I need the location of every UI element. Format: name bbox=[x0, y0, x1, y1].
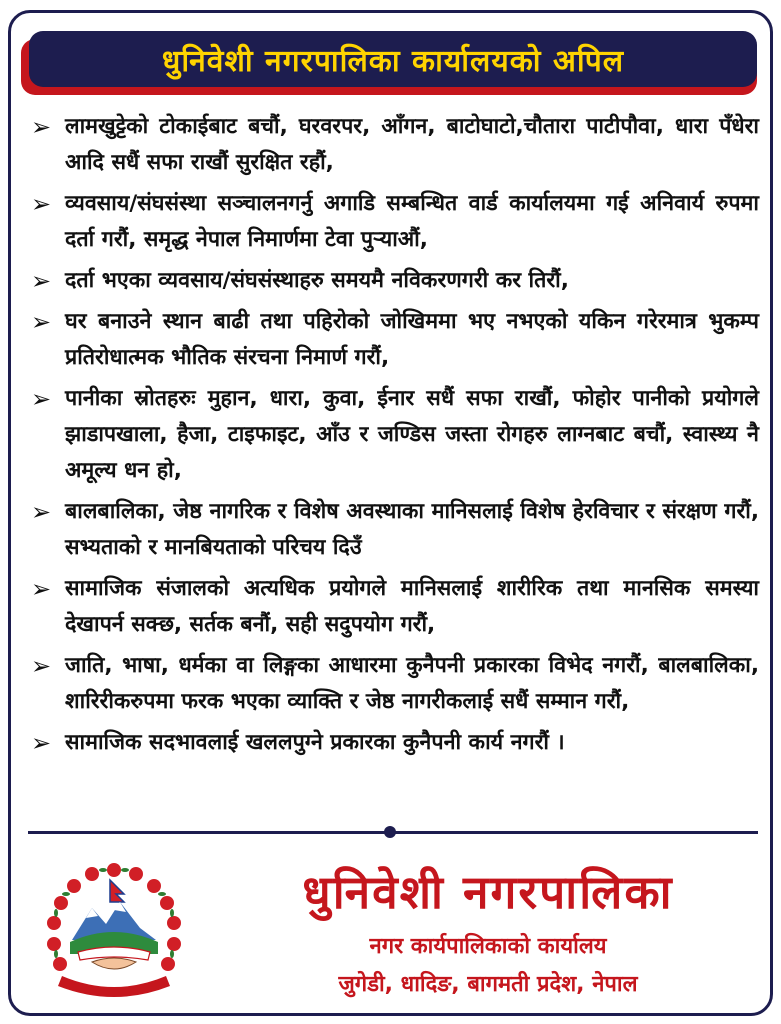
arrow-bullet-icon: ➢ bbox=[31, 190, 52, 218]
appeal-item-text: दर्ता भएका व्यवसाय/संघसंस्थाहरु समयमै नविकरणगरी कर तिरौं, bbox=[65, 268, 569, 293]
appeal-item-text: बालबालिका, जेष्ठ नागरिक र विशेष अवस्थाका मानिसलाई विशेष हेरविचार र संरक्षण गरौं, सभ्यताको र मानबियताको परिचय दिउँ bbox=[65, 499, 759, 560]
appeal-item bbox=[31, 263, 759, 299]
appeal-item-text: घर बनाउने स्थान बाढी तथा पहिरोको जोखिममा भए नभएको यकिन गरेरमात्र भुकम्प प्रतिरोधात्मक भौतिक संरचना निमार्ण गरौं, bbox=[65, 309, 759, 370]
appeal-item-text: व्यवसाय/संघसंस्था सञ्चालनगर्नु अगाडि सम्बन्धित वार्ड कार्यालयमा गई अनिवार्य रुपमा दर्ता गरौं, समृद्ध नेपाल निमार्णमा टेवा पुऱ्याऔं, bbox=[65, 191, 759, 252]
nepal-emblem-icon bbox=[40, 858, 188, 1006]
office-address: जुगेडी, धादिङ, बागमती प्रदेश, नेपाल bbox=[338, 972, 638, 997]
appeal-item-text: जाति, भाषा, धर्मका वा लिङ्गका आधारमा कुनैपनी प्रकारका विभेद नगरौं, बालबालिका, शारिरीकरुपमा फरक भएका व्याक्ति र जेष्ठ नागरीकलाई सधैं सम्मान गरौं, bbox=[65, 653, 759, 714]
appeal-item-text: लामखुट्टेको टोकाईबाट बचौं, घरवरपर, आँगन, बाटोघाटो,चौतारा पाटीपौवा, धारा पँधेरा आदि सधैं सफा राखौं सुरक्षित रहौं, bbox=[65, 114, 759, 175]
divider-dot bbox=[384, 826, 396, 838]
appeal-item-text: सामाजिक सदभावलाई खललपुग्ने प्रकारका कुनैपनी कार्य नगरौं । bbox=[65, 730, 565, 755]
arrow-bullet-icon: ➢ bbox=[31, 267, 52, 295]
appeal-item bbox=[31, 648, 759, 720]
appeal-item bbox=[31, 381, 759, 489]
appeal-item bbox=[31, 571, 759, 643]
section-divider bbox=[28, 825, 758, 839]
arrow-bullet-icon: ➢ bbox=[31, 729, 52, 757]
banner-body bbox=[29, 31, 757, 87]
appeal-item bbox=[31, 725, 759, 761]
arrow-bullet-icon: ➢ bbox=[31, 308, 52, 336]
appeal-item bbox=[31, 304, 759, 376]
arrow-bullet-icon: ➢ bbox=[31, 575, 52, 603]
appeal-list bbox=[31, 109, 759, 766]
org-name: धुनिवेशी नगरपालिका bbox=[302, 865, 674, 919]
appeal-item bbox=[31, 494, 759, 566]
page-title: धुनिवेशी नगरपालिका कार्यालयको अपिल bbox=[161, 43, 625, 79]
arrow-bullet-icon: ➢ bbox=[31, 113, 52, 141]
arrow-bullet-icon: ➢ bbox=[31, 652, 52, 680]
arrow-bullet-icon: ➢ bbox=[31, 498, 52, 526]
header-banner bbox=[21, 31, 757, 95]
appeal-item bbox=[31, 109, 759, 181]
appeal-item-text: पानीका स्रोतहरुः मुहान, धारा, कुवा, ईनार सधैं सफा राखौं, फोहोर पानीको प्रयोगले झाडापखाला, हैजा, टाइफाइट, आँउ र जण्डिस जस्ता रोगहरु लाग्नबाट बचौं, स्वास्थ्य नै अमूल्य धन हो, bbox=[65, 386, 759, 483]
appeal-item bbox=[31, 186, 759, 258]
appeal-item-text: सामाजिक संजालको अत्यधिक प्रयोगले मानिसलाई शारीरिक तथा मानसिक समस्या देखापर्न सक्छ, सर्तक बनौं, सही सदुपयोग गरौं, bbox=[65, 576, 759, 637]
office-name: नगर कार्यपालिकाको कार्यालय bbox=[369, 934, 607, 959]
arrow-bullet-icon: ➢ bbox=[31, 385, 52, 413]
